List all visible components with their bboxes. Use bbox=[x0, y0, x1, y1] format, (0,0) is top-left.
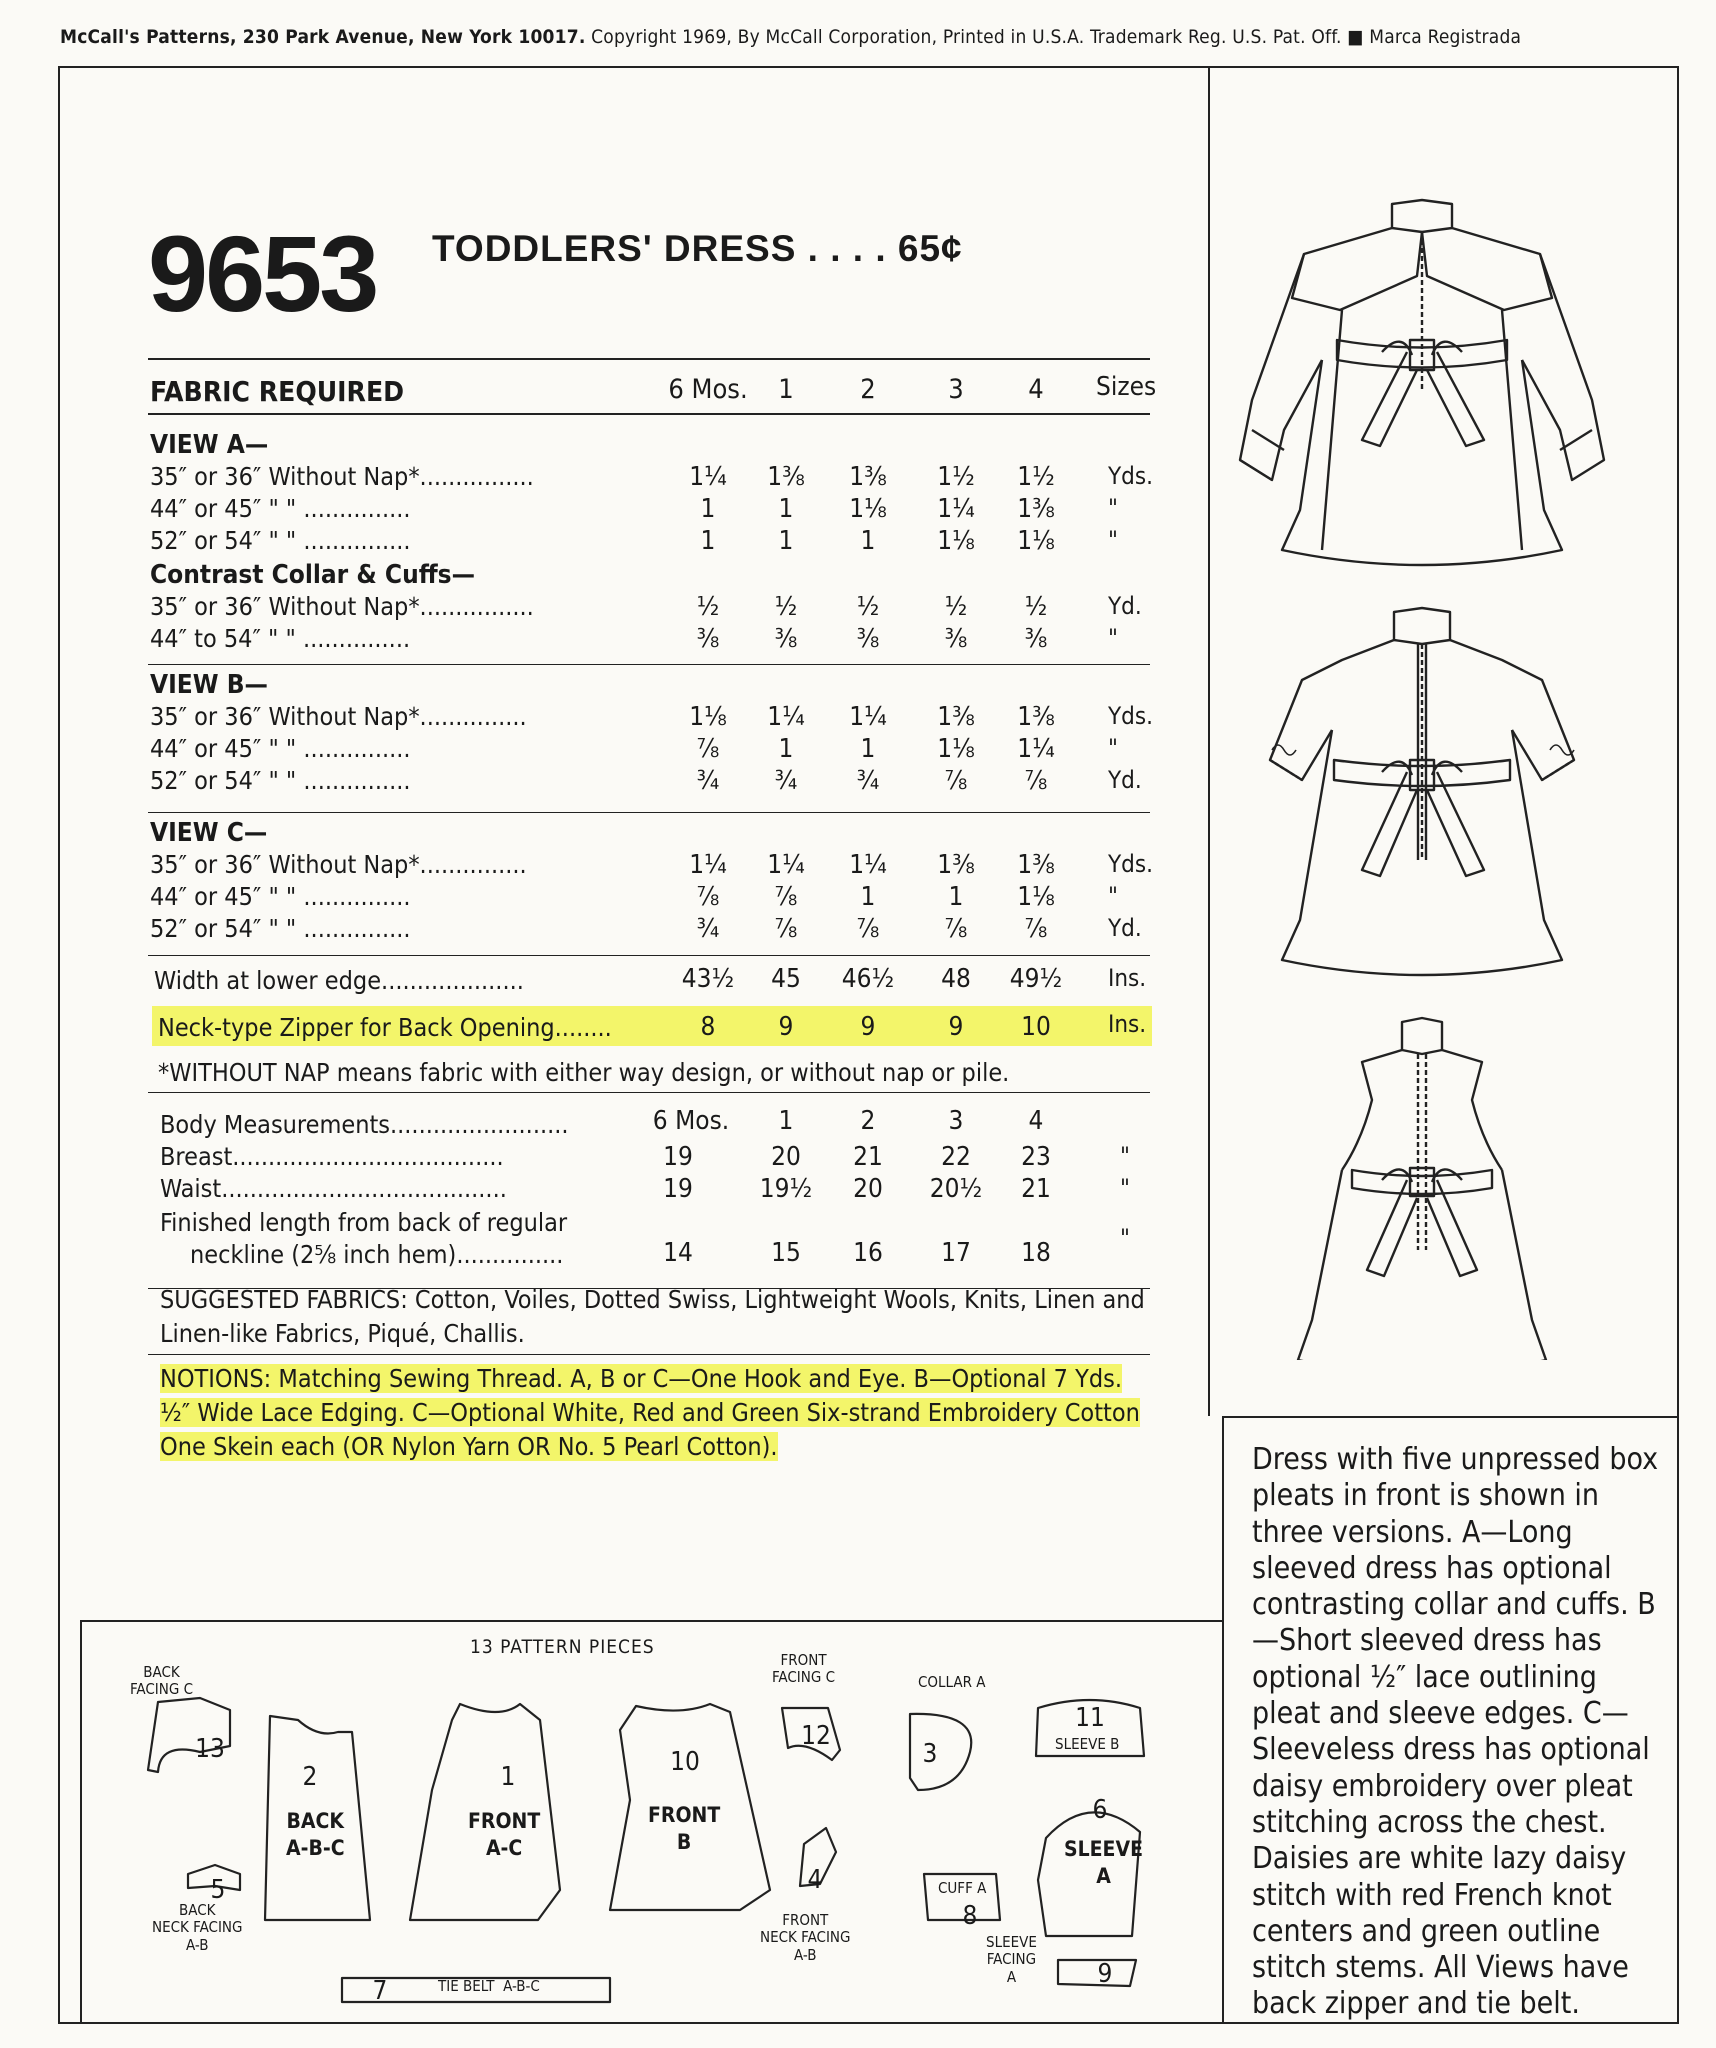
fabric-row-label: 44″ to 54″ " " ............... bbox=[150, 624, 411, 653]
body-size-header: 3 bbox=[948, 1106, 964, 1136]
pattern-piece-label: BACK NECK FACING A-B bbox=[152, 1901, 243, 1954]
pattern-piece-number: 11 bbox=[1075, 1703, 1105, 1733]
view-b-dress-illustration bbox=[1270, 608, 1574, 975]
notions-text: NOTIONS: Matching Sewing Thread. A, B or C—One Hook and Eye. B—Optional 7 Yds. ½″ Wide Lace Edging. C—Optional White, Red and Green Six-strand Embroidery Cotton One Skein each (OR Nylon Yarn OR No. 5 Pearl Cotton). bbox=[160, 1364, 1140, 1461]
fabric-yardage-value: ¾ bbox=[696, 766, 720, 796]
fabric-unit: Yd. bbox=[1108, 592, 1142, 620]
body-measurement-value: 14 bbox=[663, 1238, 693, 1268]
fabric-yardage-value: 1⅛ bbox=[689, 702, 727, 732]
zipper-label: Neck-type Zipper for Back Opening........ bbox=[158, 1013, 612, 1042]
size-column-header: 4 bbox=[1028, 374, 1044, 405]
width-label: Width at lower edge.................... bbox=[154, 966, 524, 995]
fabric-unit: " bbox=[1108, 494, 1118, 522]
body-unit: " bbox=[1120, 1142, 1130, 1170]
copyright-notice: Copyright 1969, By McCall Corporation, Printed in U.S.A. Trademark Reg. U.S. Pat. Off. ■ Marca Registrada bbox=[591, 26, 1522, 48]
fabric-yardage-value: 1⅛ bbox=[1017, 882, 1055, 912]
section-title: VIEW A— bbox=[150, 430, 269, 460]
body-unit: " bbox=[1120, 1174, 1130, 1202]
fabric-yardage-value: 1¼ bbox=[689, 462, 727, 492]
pattern-number: 9653 bbox=[148, 213, 377, 334]
pattern-piece-number: 3 bbox=[922, 1739, 938, 1769]
pattern-piece-label: CUFF A bbox=[938, 1879, 987, 1897]
pattern-piece-number: 7 bbox=[372, 1976, 388, 2006]
fabric-unit: " bbox=[1108, 734, 1118, 762]
body-unit: " bbox=[1120, 1224, 1130, 1252]
body-row-label-continued: neckline (2⅝ inch hem)............... bbox=[190, 1240, 564, 1269]
fabric-yardage-value: 1 bbox=[860, 882, 876, 912]
fabric-yardage-value: ½ bbox=[944, 592, 968, 622]
view-a-dress-illustration bbox=[1240, 200, 1604, 565]
body-heading: Body Measurements......................... bbox=[160, 1110, 569, 1139]
fabric-yardage-value: ¾ bbox=[696, 914, 720, 944]
body-measurement-value: 21 bbox=[853, 1142, 883, 1172]
fabric-yardage-value: 1⅛ bbox=[937, 734, 975, 764]
fabric-yardage-value: 1⅜ bbox=[1017, 494, 1055, 524]
fabric-yardage-value: ⅜ bbox=[944, 624, 968, 654]
fabric-yardage-value: 1 bbox=[700, 494, 716, 524]
fabric-row-label: 35″ or 36″ Without Nap*................ bbox=[150, 592, 534, 621]
fabric-yardage-value: ⅜ bbox=[696, 624, 720, 654]
fabric-unit: Yd. bbox=[1108, 766, 1142, 794]
width-value: 49½ bbox=[1009, 964, 1063, 994]
pattern-piece-label: COLLAR A bbox=[918, 1673, 986, 1691]
body-measurement-value: 19 bbox=[663, 1174, 693, 1204]
zipper-value: 9 bbox=[860, 1012, 876, 1042]
body-measurement-value: 18 bbox=[1021, 1238, 1051, 1268]
pattern-piece-number: 13 bbox=[195, 1734, 225, 1764]
fabric-row-label: 52″ or 54″ " " ............... bbox=[150, 766, 411, 795]
width-value: 48 bbox=[941, 964, 971, 994]
rule-view-b bbox=[148, 664, 1150, 665]
body-measurement-value: 20 bbox=[853, 1174, 883, 1204]
size-column-header: 3 bbox=[948, 374, 964, 405]
pattern-piece-number: 12 bbox=[801, 1721, 831, 1751]
width-value: 45 bbox=[771, 964, 801, 994]
size-column-header: 6 Mos. bbox=[668, 374, 748, 405]
fabric-unit: Yds. bbox=[1108, 850, 1153, 878]
fabric-yardage-value: 1⅜ bbox=[937, 702, 975, 732]
pattern-piece-number: 2 bbox=[302, 1762, 318, 1792]
fabric-yardage-value: 1¼ bbox=[689, 850, 727, 880]
fabric-unit: " bbox=[1108, 624, 1118, 652]
pattern-piece-label: BACK A-B-C bbox=[286, 1809, 345, 1861]
suggested-fabrics: SUGGESTED FABRICS: Cotton, Voiles, Dotted Swiss, Lightweight Wools, Knits, Linen and Linen-like Fabrics, Piqué, Challis. bbox=[160, 1285, 1145, 1348]
fabric-yardage-value: 1⅜ bbox=[1017, 850, 1055, 880]
dress-description: Dress with five unpressed box pleats in front is shown in three versions. A—Long sleeved dress has optional contrasting collar and cuffs. B—Short sleeved dress has optional ½″ lace outlining pleat and sleeve edges. C—Sleeveless dress has optional daisy embroidery over pleat stitching across the chest. Daisies are white lazy daisy stitch with red French knot centers and green outline stitch stems. All Views have back zipper and tie belt. bbox=[1252, 1442, 1659, 2022]
fabric-row-label: 44″ or 45″ " " ............... bbox=[150, 882, 411, 911]
fabric-row-label: 52″ or 54″ " " ............... bbox=[150, 914, 411, 943]
fabric-yardage-value: 1¼ bbox=[849, 702, 887, 732]
section-title: VIEW C— bbox=[150, 818, 268, 848]
fabric-yardage-value: ⅞ bbox=[944, 766, 968, 796]
section-title: VIEW B— bbox=[150, 670, 268, 700]
pattern-piece-label: TIE BELT A-B-C bbox=[438, 1977, 540, 1995]
body-size-header: 6 Mos. bbox=[652, 1106, 730, 1136]
fabric-yardage-value: ⅞ bbox=[696, 882, 720, 912]
fabric-yardage-value: 1⅜ bbox=[1017, 702, 1055, 732]
body-row-label: Waist........................................ bbox=[160, 1174, 507, 1203]
fabric-yardage-value: ⅞ bbox=[696, 734, 720, 764]
fabric-yardage-value: ⅞ bbox=[1024, 766, 1048, 796]
dress-illustrations bbox=[1222, 180, 1672, 1360]
pattern-piece-label: BACK FACING C bbox=[130, 1663, 194, 1699]
pattern-pieces-heading: 13 PATTERN PIECES bbox=[470, 1636, 655, 1658]
fabric-row-label: 44″ or 45″ " " ............... bbox=[150, 494, 411, 523]
fabric-yardage-value: 1 bbox=[778, 734, 794, 764]
pattern-piece-label: FRONT A-C bbox=[468, 1809, 541, 1861]
fabric-yardage-value: ½ bbox=[774, 592, 798, 622]
pattern-piece-number: 5 bbox=[210, 1875, 226, 1905]
body-measurement-value: 20½ bbox=[929, 1174, 983, 1204]
publisher-header bbox=[60, 26, 1521, 48]
fabric-yardage-value: 1⅜ bbox=[849, 462, 887, 492]
zipper-value: 8 bbox=[700, 1012, 716, 1042]
fabric-yardage-value: 1¼ bbox=[937, 494, 975, 524]
pattern-piece-number: 6 bbox=[1092, 1795, 1108, 1825]
fabric-yardage-value: ⅜ bbox=[856, 624, 880, 654]
body-row-label: Breast...................................... bbox=[160, 1142, 504, 1171]
pattern-piece-label: SLEEVE A bbox=[1064, 1837, 1143, 1889]
fabric-row-label: 35″ or 36″ Without Nap*............... bbox=[150, 850, 527, 879]
table-head-rule bbox=[148, 413, 1150, 415]
column-divider bbox=[1208, 66, 1210, 1416]
sizes-label: Sizes bbox=[1096, 372, 1157, 402]
width-value: 43½ bbox=[681, 964, 735, 994]
table-top-rule bbox=[148, 358, 1150, 360]
body-size-header: 1 bbox=[778, 1106, 794, 1136]
pattern-piece-number: 10 bbox=[670, 1747, 700, 1777]
width-unit: Ins. bbox=[1108, 964, 1147, 992]
pattern-piece-label: FRONT FACING C bbox=[772, 1651, 836, 1687]
rule-body bbox=[148, 1092, 1150, 1093]
rule-view-c bbox=[148, 812, 1150, 813]
fabric-yardage-value: 1¼ bbox=[1017, 734, 1055, 764]
fabric-row-label: 52″ or 54″ " " ............... bbox=[150, 526, 411, 555]
fabric-yardage-value: ⅜ bbox=[1024, 624, 1048, 654]
fabric-heading: FABRIC REQUIRED bbox=[150, 375, 405, 408]
body-measurement-value: 16 bbox=[853, 1238, 883, 1268]
pattern-piece-label: SLEEVE B bbox=[1055, 1735, 1120, 1753]
pattern-title: TODDLERS' DRESS . . . . 65¢ bbox=[432, 228, 963, 269]
pattern-piece-number: 9 bbox=[1097, 1959, 1113, 1989]
fabric-yardage-value: 1 bbox=[860, 526, 876, 556]
fabric-yardage-value: ¾ bbox=[774, 766, 798, 796]
publisher-address: McCall's Patterns, 230 Park Avenue, New York 10017. bbox=[60, 26, 586, 48]
body-measurement-value: 21 bbox=[1021, 1174, 1051, 1204]
nap-note: *WITHOUT NAP means fabric with either way design, or without nap or pile. bbox=[158, 1058, 1010, 1087]
fabric-yardage-value: 1 bbox=[860, 734, 876, 764]
fabric-yardage-value: ½ bbox=[1024, 592, 1048, 622]
width-value: 46½ bbox=[841, 964, 895, 994]
pattern-piece-number: 8 bbox=[962, 1901, 978, 1931]
fabric-yardage-value: 1⅛ bbox=[849, 494, 887, 524]
view-c-dress-illustration bbox=[1298, 1018, 1546, 1360]
fabric-yardage-value: 1¼ bbox=[767, 850, 805, 880]
body-size-header: 4 bbox=[1028, 1106, 1044, 1136]
body-measurement-value: 20 bbox=[771, 1142, 801, 1172]
fabric-yardage-value: 1 bbox=[778, 494, 794, 524]
pattern-piece-number: 1 bbox=[500, 1762, 516, 1792]
fabric-yardage-value: 1¼ bbox=[767, 702, 805, 732]
pattern-piece-number: 4 bbox=[807, 1865, 823, 1895]
fabric-yardage-value: 1 bbox=[778, 526, 794, 556]
fabric-yardage-value: 1½ bbox=[937, 462, 975, 492]
size-column-header: 1 bbox=[778, 374, 794, 405]
fabric-yardage-value: ½ bbox=[696, 592, 720, 622]
fabric-unit: " bbox=[1108, 526, 1118, 554]
description-divider bbox=[1222, 1416, 1224, 2024]
rule-width bbox=[148, 955, 1150, 956]
zipper-value: 9 bbox=[948, 1012, 964, 1042]
body-measurement-value: 23 bbox=[1021, 1142, 1051, 1172]
zipper-value: 10 bbox=[1021, 1012, 1051, 1042]
body-measurement-value: 19½ bbox=[759, 1174, 813, 1204]
fabric-yardage-value: 1⅛ bbox=[1017, 526, 1055, 556]
description-rule bbox=[1222, 1416, 1679, 1418]
fabric-yardage-value: ⅞ bbox=[1024, 914, 1048, 944]
fabric-yardage-value: ⅞ bbox=[856, 914, 880, 944]
body-size-header: 2 bbox=[860, 1106, 876, 1136]
size-column-header: 2 bbox=[860, 374, 876, 405]
fabric-yardage-value: 1⅛ bbox=[937, 526, 975, 556]
section-title: Contrast Collar & Cuffs— bbox=[150, 560, 475, 590]
fabric-yardage-value: 1 bbox=[948, 882, 964, 912]
fabric-yardage-value: 1⅜ bbox=[767, 462, 805, 492]
fabric-yardage-value: ½ bbox=[856, 592, 880, 622]
fabric-yardage-value: ⅜ bbox=[774, 624, 798, 654]
pattern-piece-label: SLEEVE FACING A bbox=[986, 1933, 1037, 1986]
fabric-yardage-value: ¾ bbox=[856, 766, 880, 796]
notions-block bbox=[160, 1362, 1150, 1464]
fabric-unit: " bbox=[1108, 882, 1118, 910]
fabric-row-label: 35″ or 36″ Without Nap*............... bbox=[150, 702, 527, 731]
body-measurement-value: 22 bbox=[941, 1142, 971, 1172]
rule-notions bbox=[148, 1354, 1150, 1355]
fabric-yardage-value: 1½ bbox=[1017, 462, 1055, 492]
fabric-unit: Yd. bbox=[1108, 914, 1142, 942]
fabric-yardage-value: 1 bbox=[700, 526, 716, 556]
fabric-row-label: 44″ or 45″ " " ............... bbox=[150, 734, 411, 763]
zipper-unit: Ins. bbox=[1108, 1010, 1147, 1038]
body-measurement-value: 17 bbox=[941, 1238, 971, 1268]
body-measurement-value: 19 bbox=[663, 1142, 693, 1172]
fabric-unit: Yds. bbox=[1108, 462, 1153, 490]
fabric-yardage-value: 1⅜ bbox=[937, 850, 975, 880]
fabric-yardage-value: ⅞ bbox=[944, 914, 968, 944]
pattern-piece-label: FRONT B bbox=[648, 1803, 721, 1855]
fabric-unit: Yds. bbox=[1108, 702, 1153, 730]
pattern-piece-label: FRONT NECK FACING A-B bbox=[760, 1911, 851, 1964]
fabric-yardage-value: 1¼ bbox=[849, 850, 887, 880]
fabric-yardage-value: ⅞ bbox=[774, 882, 798, 912]
fabric-yardage-value: ⅞ bbox=[774, 914, 798, 944]
zipper-value: 9 bbox=[778, 1012, 794, 1042]
fabric-row-label: 35″ or 36″ Without Nap*................ bbox=[150, 462, 534, 491]
body-row-label: Finished length from back of regular bbox=[160, 1208, 568, 1237]
body-measurement-value: 15 bbox=[771, 1238, 801, 1268]
